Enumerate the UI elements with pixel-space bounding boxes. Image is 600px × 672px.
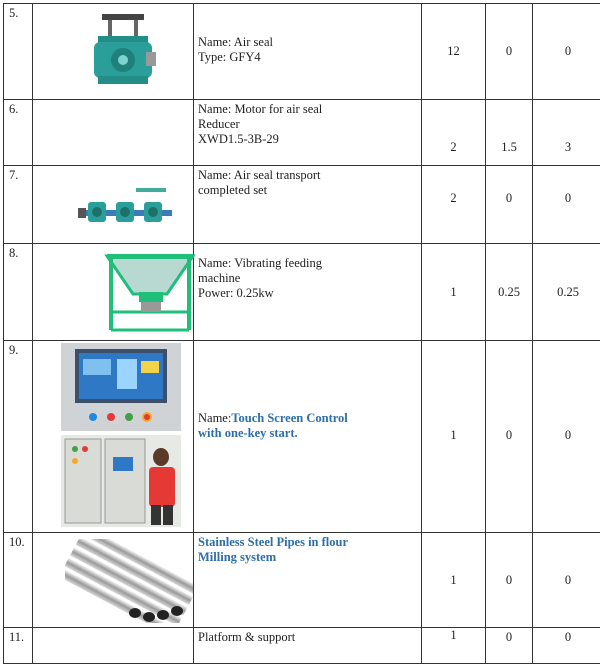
item-line: Reducer xyxy=(198,117,240,131)
image-cell xyxy=(33,166,194,244)
total-power: 0 xyxy=(564,44,572,58)
total-power: 0 xyxy=(564,191,572,205)
row-number: 9. xyxy=(9,343,19,357)
item-name: Platform & support xyxy=(198,630,296,644)
equipment-table xyxy=(3,3,600,664)
item-power: Power: 0.25kw xyxy=(198,286,274,300)
quantity: 2 xyxy=(450,140,457,154)
image-cell xyxy=(33,100,194,166)
item-name: Name: Vibrating feeding xyxy=(198,256,322,270)
power: 0 xyxy=(505,573,513,587)
touch-screen-panel-image xyxy=(61,343,181,431)
air-seal-image xyxy=(88,12,158,92)
item-model: XWD1.5-3B-29 xyxy=(198,132,279,146)
row-number: 6. xyxy=(9,102,19,116)
quantity: 1 xyxy=(450,573,457,587)
item-line-highlight: Milling system xyxy=(198,550,277,564)
quantity: 12 xyxy=(447,44,460,58)
table-row xyxy=(4,533,600,628)
steel-pipes-image xyxy=(65,539,193,623)
table-row xyxy=(4,628,600,664)
row-number: 7. xyxy=(9,168,19,182)
total-power: 0 xyxy=(564,428,572,442)
power: 0 xyxy=(505,630,513,644)
item-line: completed set xyxy=(198,183,268,197)
air-seal-transport-image xyxy=(78,188,178,232)
total-power: 0 xyxy=(564,573,572,587)
item-name-highlight: Stainless Steel Pipes in flour xyxy=(198,535,349,549)
table-row xyxy=(4,341,600,533)
row-number: 5. xyxy=(9,6,19,20)
table-row xyxy=(4,100,600,166)
item-line: machine xyxy=(198,271,241,285)
table-row xyxy=(4,244,600,341)
quantity: 1 xyxy=(450,428,457,442)
image-cell xyxy=(33,244,194,341)
row-number: 10. xyxy=(9,535,25,549)
item-name: Name: Air seal transport xyxy=(198,168,321,182)
item-line-highlight: with one-key start. xyxy=(198,426,298,440)
total-power: 0.25 xyxy=(557,285,579,299)
item-name-prefix: Name: xyxy=(198,411,232,425)
item-name-highlight: Touch Screen Control xyxy=(231,411,348,425)
item-type: Type: GFY4 xyxy=(198,50,261,64)
power: 0 xyxy=(505,191,513,205)
image-cell xyxy=(33,628,194,664)
total-power: 0 xyxy=(564,630,572,644)
row-number: 8. xyxy=(9,246,19,260)
image-cell xyxy=(33,4,194,100)
power: 0.25 xyxy=(498,285,520,299)
table-row xyxy=(4,166,600,244)
table-row xyxy=(4,4,600,100)
power: 1.5 xyxy=(501,140,517,154)
total-power: 3 xyxy=(564,140,572,154)
image-cell xyxy=(33,533,194,628)
image-cell xyxy=(33,341,194,533)
vibrating-feeder-image xyxy=(103,250,197,336)
power: 0 xyxy=(505,428,513,442)
control-cabinet-image xyxy=(61,435,181,527)
power: 0 xyxy=(505,44,513,58)
row-number: 11. xyxy=(9,630,25,644)
item-name: Name: Air seal xyxy=(198,35,273,49)
item-name: Name: Motor for air seal xyxy=(198,102,323,116)
quantity: 1 xyxy=(450,285,457,299)
quantity: 1 xyxy=(450,628,457,642)
quantity: 2 xyxy=(450,191,457,205)
